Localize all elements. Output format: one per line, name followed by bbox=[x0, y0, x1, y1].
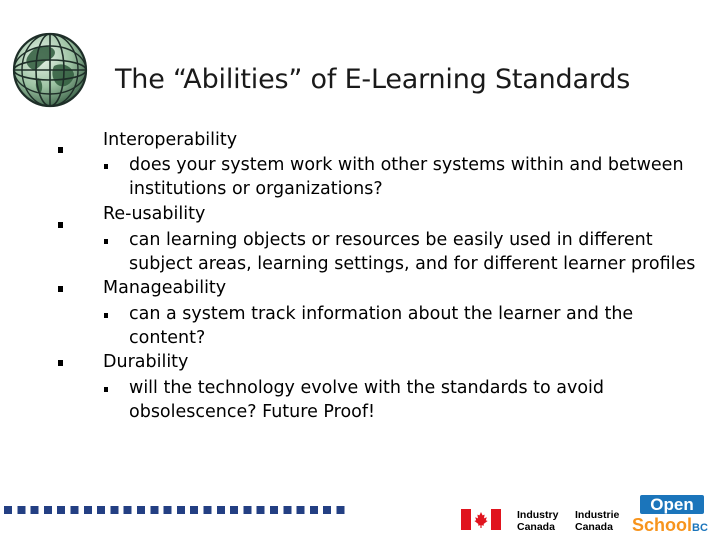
globe-icon bbox=[8, 28, 92, 112]
square-bullet-icon bbox=[58, 222, 63, 228]
gov-word-line: Industry bbox=[517, 509, 559, 521]
bullet-detail: can learning objects or resources be easily used in different subject areas, learning settings, and for different learner profiles bbox=[129, 230, 696, 274]
square-bullet-icon bbox=[104, 313, 108, 318]
gov-word-line: Canada bbox=[575, 521, 613, 533]
logo-bc-text: BC bbox=[692, 522, 708, 534]
square-bullet-icon bbox=[58, 286, 63, 292]
slide-title: The “Abilities” of E-Learning Standards bbox=[115, 64, 631, 95]
square-bullet-icon bbox=[104, 164, 108, 169]
bullet-detail: does your system work with other systems within and between institutions or organizations? bbox=[129, 155, 684, 199]
bullet-detail: can a system track information about the learner and the content? bbox=[129, 304, 634, 348]
logo-open-text: Open bbox=[650, 495, 694, 514]
dotted-divider bbox=[4, 506, 349, 514]
bullet-heading: Durability bbox=[103, 352, 189, 372]
bullet-heading: Re-usability bbox=[103, 204, 206, 224]
gov-word-line: Industrie bbox=[575, 509, 620, 521]
industry-canada-en bbox=[517, 509, 558, 533]
bullet-heading: Interoperability bbox=[103, 130, 238, 150]
bullet-detail: will the technology evolve with the standards to avoid obsolescence? Future Proof! bbox=[129, 378, 605, 422]
industrie-canada-fr bbox=[575, 509, 619, 533]
square-bullet-icon bbox=[58, 360, 63, 366]
bullet-heading: Manageability bbox=[103, 278, 227, 298]
logo-school-text: School bbox=[632, 515, 693, 535]
square-bullet-icon bbox=[104, 239, 108, 244]
square-bullet-icon bbox=[104, 387, 108, 392]
open-school-bc-logo bbox=[630, 495, 716, 535]
canada-flag-icon bbox=[461, 509, 501, 530]
gov-word-line: Canada bbox=[517, 521, 555, 533]
square-bullet-icon bbox=[58, 147, 63, 153]
